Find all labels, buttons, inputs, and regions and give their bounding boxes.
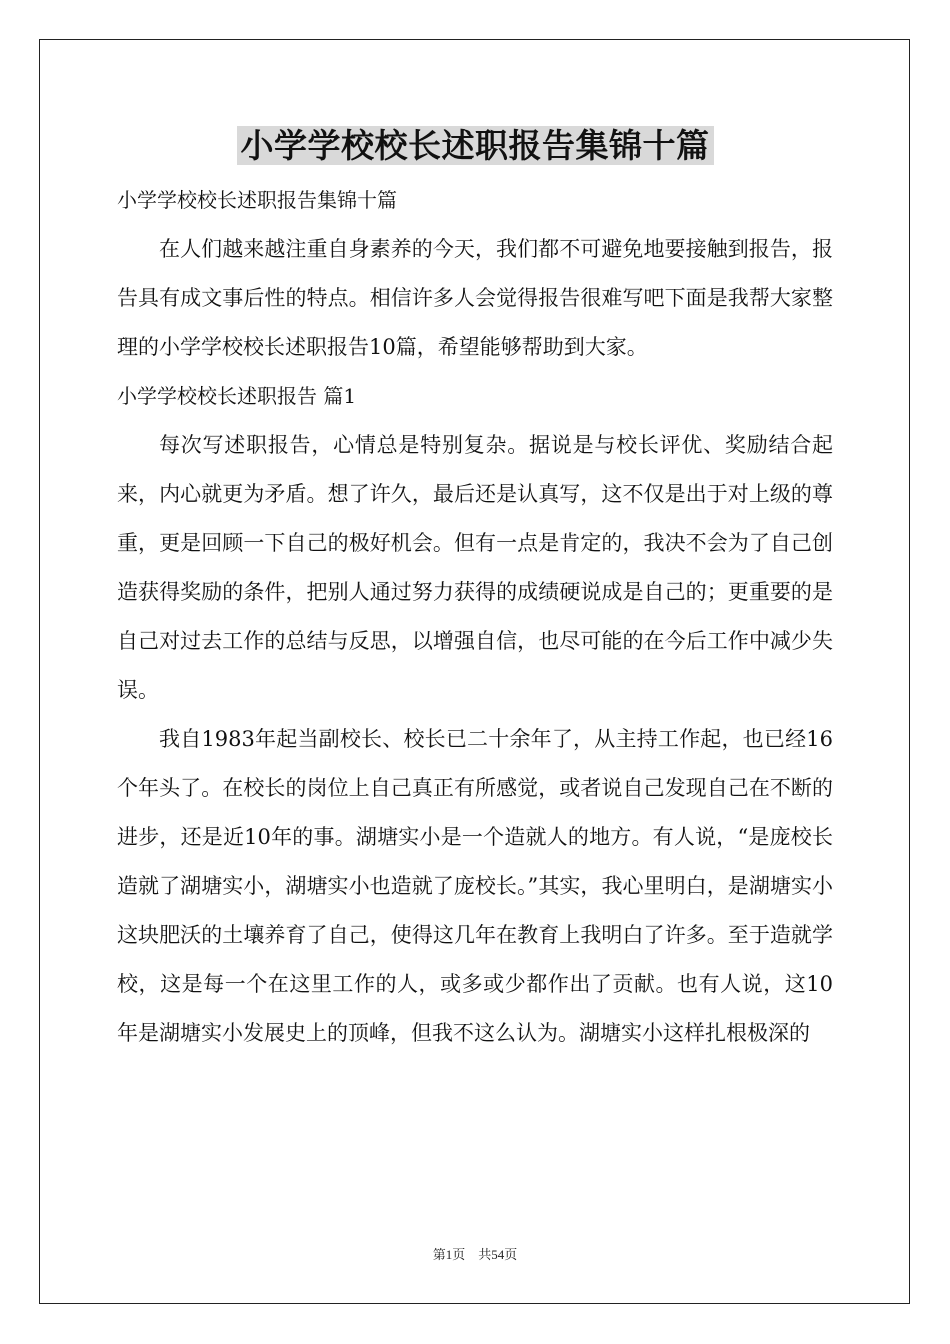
document-title [0,118,950,174]
document-subtitle: 小学学校校长述职报告集锦十篇 [117,188,397,212]
intro-paragraph: 在人们越来越注重自身素养的今天，我们都不可避免地要接触到报告，报告具有成文事后性的特点。相信许多人会觉得报告很难写吧下面是我帮大家整理的小学学校校长述职报告10篇，希望能够帮助到大家。 [117,237,833,359]
body-paragraph-2: 我自1983年起当副校长、校长已二十余年了，从主持工作起，也已经16个年头了。在校长的岗位上自己真正有所感觉，或者说自己发现自己在不断的进步，还是近10年的事。湖塘实小是一个造就人的地方。有人说，“是庞校长造就了湖塘实小，湖塘实小也造就了庞校长。”其实，我心里明白，是湖塘实小这块肥沃的土壤养育了自己，使得这几年在教育上我明白了许多。至于造就学校，这是每一个在这里工作的人，或多或少都作出了贡献。也有人说，这10年是湖塘实小发展史上的顶峰，但我不这么认为。湖塘实小这样扎根极深的 [117,727,833,1045]
document-body [117,176,833,1058]
body-paragraph-1: 每次写述职报告，心情总是特别复杂。据说是与校长评优、奖励结合起来，内心就更为矛盾。想了许久，最后还是认真写，这不仅是出于对上级的尊重，更是回顾一下自己的极好机会。但有一点是肯定的，我决不会为了自己创造获得奖励的条件，把别人通过努力获得的成绩硬说成是自己的；更重要的是自己对过去工作的总结与反思，以增强自信，也尽可能的在今后工作中减少失误。 [117,433,833,702]
page-number-footer: 第1页 共54页 [432,1247,518,1262]
document-title-text: 小学学校校长述职报告集锦十篇 [237,126,714,165]
section-heading: 小学学校校长述职报告 篇1 [117,384,357,408]
